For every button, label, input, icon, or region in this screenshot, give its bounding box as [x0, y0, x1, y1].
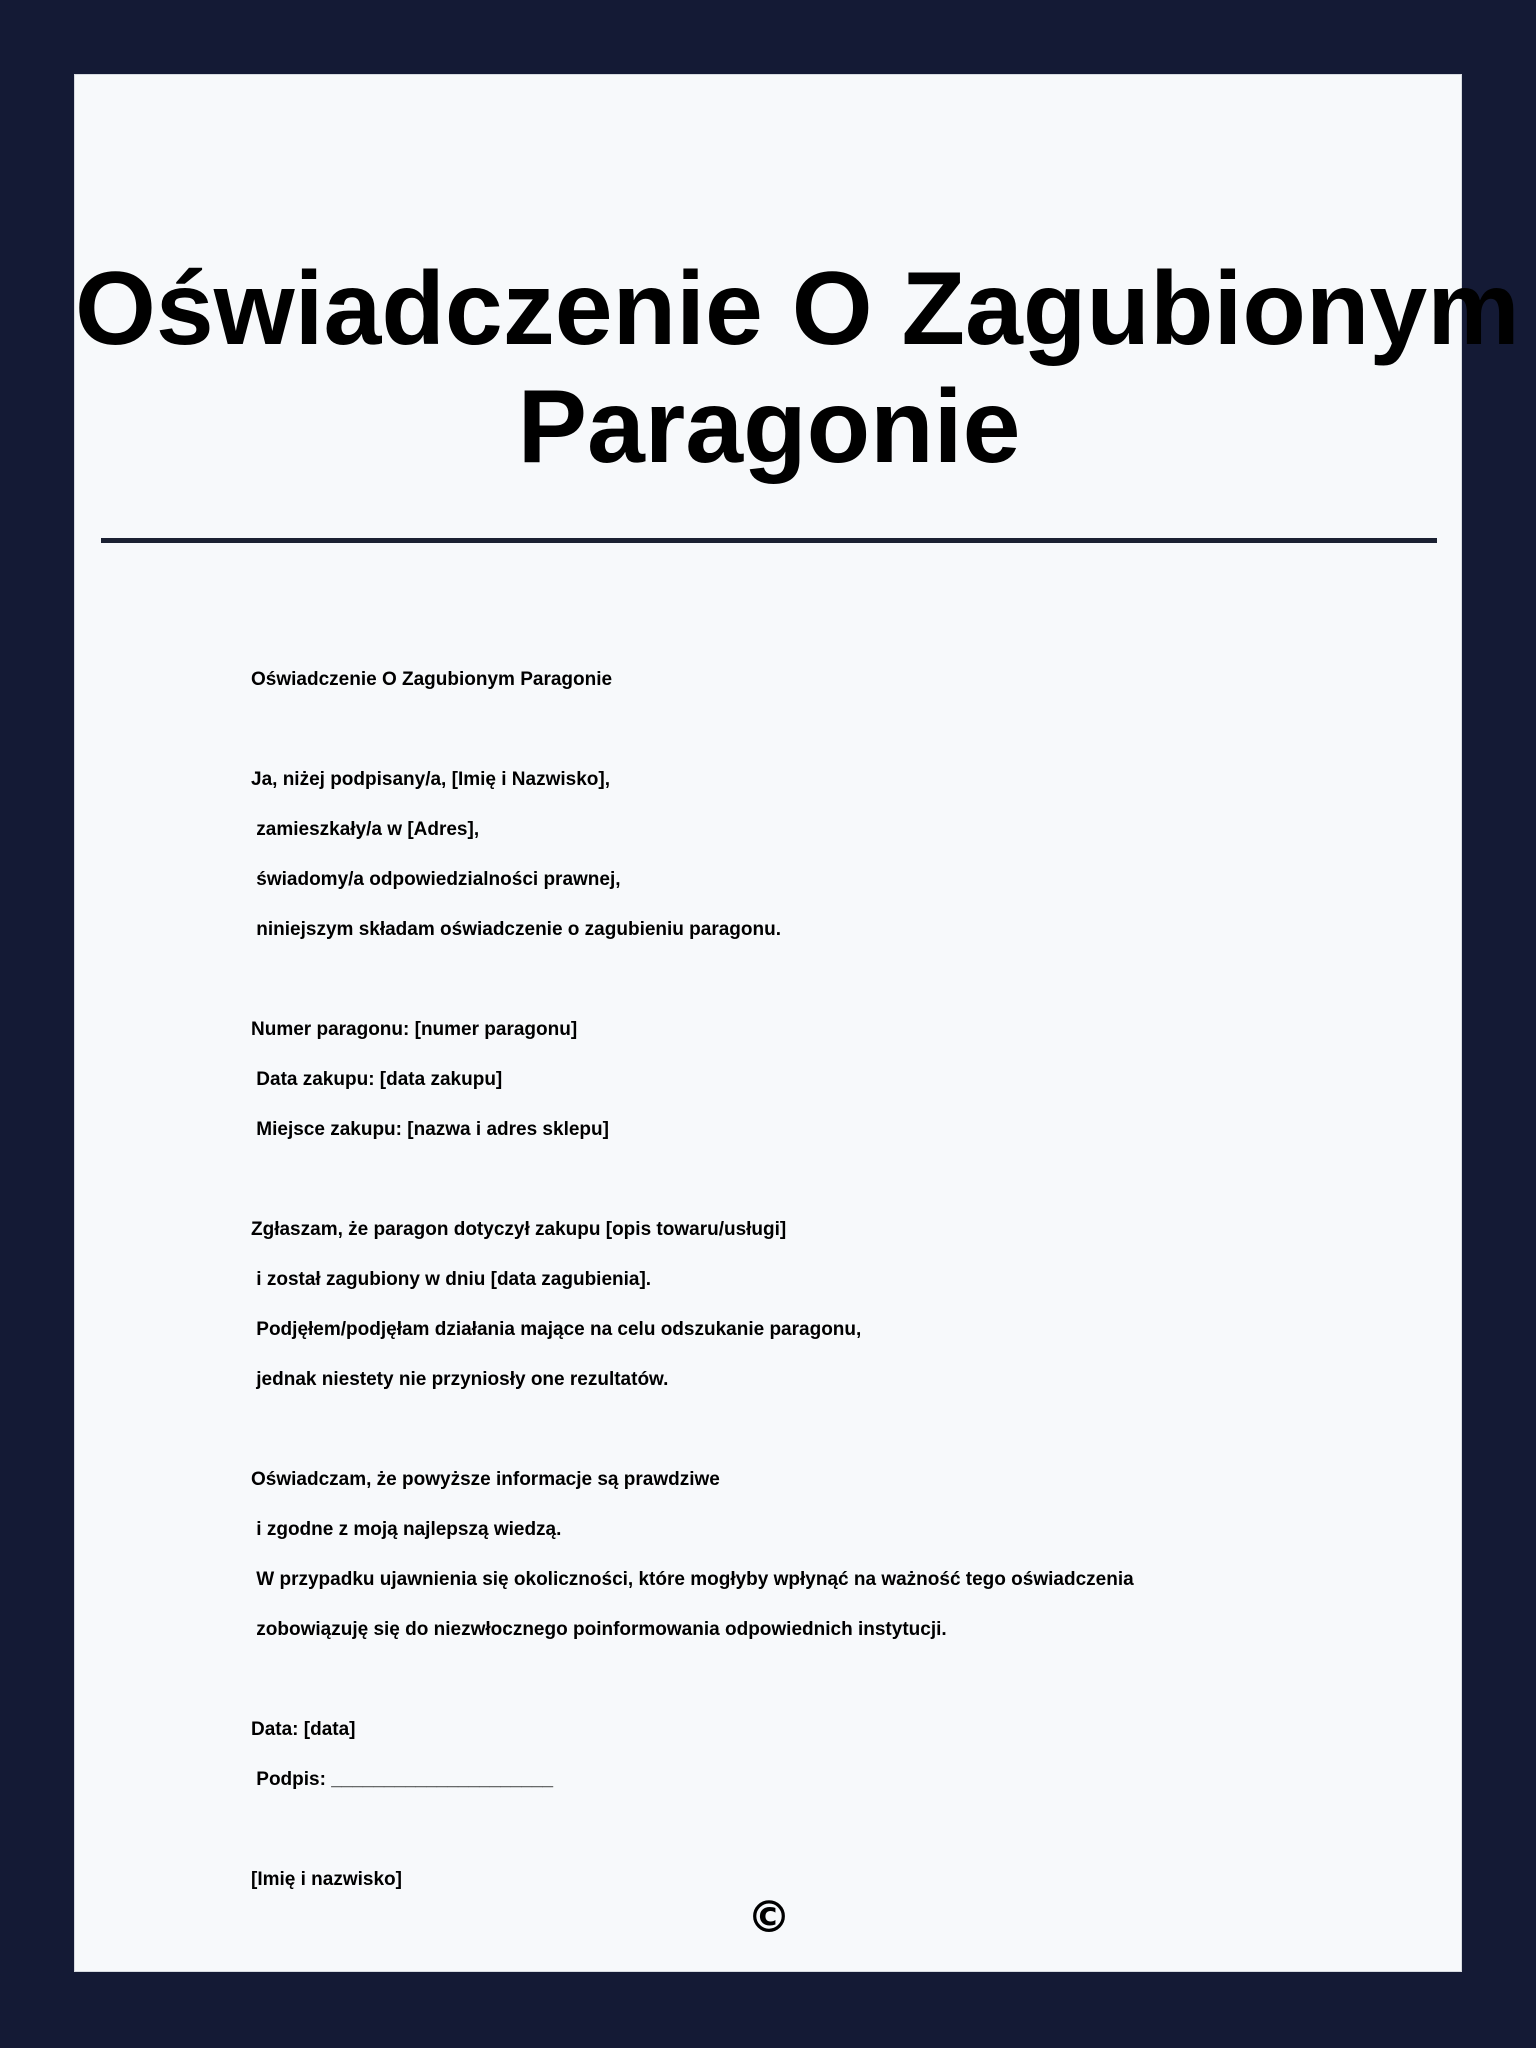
- body-heading: Oświadczenie O Zagubionym Paragonie: [251, 669, 613, 690]
- blank-line: [251, 1805, 1401, 1855]
- document-title: [75, 250, 1520, 486]
- body-line: zobowiązuję się do niezwłocznego poinformowania odpowiednich instytucji.: [251, 1619, 947, 1640]
- document-body: [251, 655, 1401, 1905]
- body-line: świadomy/a odpowiedzialności prawnej,: [251, 869, 621, 890]
- body-line: i zgodne z moją najlepszą wiedzą.: [251, 1519, 562, 1540]
- body-line: niniejszym składam oświadczenie o zagubieniu paragonu.: [251, 919, 782, 940]
- document-title-line-2: Paragonie: [517, 369, 1021, 485]
- purchase-place-line: Miejsce zakupu: [nazwa i adres sklepu]: [251, 1119, 609, 1140]
- title-divider: [101, 538, 1437, 543]
- body-line: i został zagubiony w dniu [data zagubienia].: [251, 1269, 652, 1290]
- document-title-line-1: Oświadczenie O Zagubionym: [75, 251, 1520, 367]
- body-line: Podjęłem/podjęłam działania mające na celu odszukanie paragonu,: [251, 1319, 862, 1340]
- date-line: Data: [data]: [251, 1719, 356, 1740]
- body-line: Oświadczam, że powyższe informacje są prawdziwe: [251, 1469, 720, 1490]
- blank-line: [251, 1405, 1401, 1455]
- body-line: Zgłaszam, że paragon dotyczył zakupu [opis towaru/usługi]: [251, 1219, 787, 1240]
- body-line: W przypadku ujawnienia się okoliczności, które mogłyby wpłynąć na ważność tego oświadczenia: [251, 1569, 1134, 1590]
- purchase-date-line: Data zakupu: [data zakupu]: [251, 1069, 503, 1090]
- blank-line: [251, 1655, 1401, 1705]
- body-line: zamieszkały/a w [Adres],: [251, 819, 480, 840]
- copyright-icon: ©: [747, 1892, 791, 1943]
- body-line: Ja, niżej podpisany/a, [Imię i Nazwisko],: [251, 769, 610, 790]
- body-line: jednak niestety nie przyniosły one rezultatów.: [251, 1369, 669, 1390]
- blank-line: [251, 705, 1401, 755]
- receipt-number-line: Numer paragonu: [numer paragonu]: [251, 1019, 578, 1040]
- blank-line: [251, 1155, 1401, 1205]
- document-sheet: [74, 74, 1520, 1972]
- signature-line: Podpis: _____________________: [251, 1769, 554, 1790]
- blank-line: [251, 955, 1401, 1005]
- name-line: [Imię i nazwisko]: [251, 1869, 402, 1890]
